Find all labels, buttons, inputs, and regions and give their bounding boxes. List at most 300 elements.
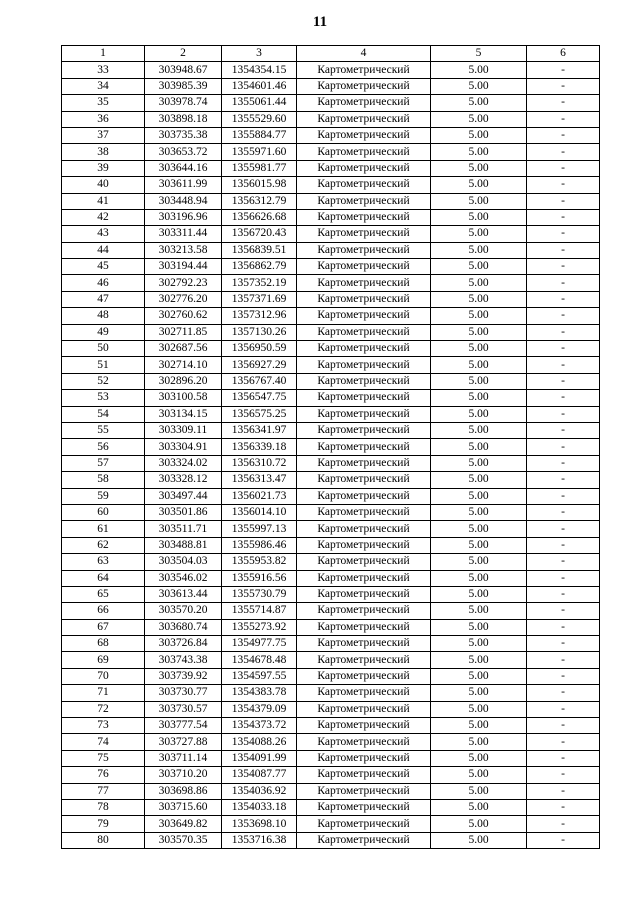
x-coordinate-cell: 303726.84 bbox=[145, 636, 222, 652]
table-row bbox=[62, 554, 600, 570]
method-cell: Картометрический bbox=[297, 750, 431, 766]
y-coordinate-cell: 1356950.59 bbox=[222, 341, 297, 357]
point-number-cell: 65 bbox=[62, 586, 145, 602]
point-number-cell: 53 bbox=[62, 390, 145, 406]
accuracy-cell: 5.00 bbox=[431, 472, 527, 488]
table-row bbox=[62, 799, 600, 815]
accuracy-cell: 5.00 bbox=[431, 783, 527, 799]
note-cell: - bbox=[527, 832, 600, 848]
y-coordinate-cell: 1356547.75 bbox=[222, 390, 297, 406]
method-cell: Картометрический bbox=[297, 308, 431, 324]
x-coordinate-cell: 303898.18 bbox=[145, 111, 222, 127]
method-cell: Картометрический bbox=[297, 652, 431, 668]
table-row bbox=[62, 406, 600, 422]
x-coordinate-cell: 302760.62 bbox=[145, 308, 222, 324]
method-cell: Картометрический bbox=[297, 275, 431, 291]
note-cell: - bbox=[527, 816, 600, 832]
method-cell: Картометрический bbox=[297, 78, 431, 94]
point-number-cell: 78 bbox=[62, 799, 145, 815]
accuracy-cell: 5.00 bbox=[431, 570, 527, 586]
y-coordinate-cell: 1355953.82 bbox=[222, 554, 297, 570]
method-cell: Картометрический bbox=[297, 193, 431, 209]
x-coordinate-cell: 303504.03 bbox=[145, 554, 222, 570]
point-number-cell: 61 bbox=[62, 521, 145, 537]
y-coordinate-cell: 1354601.46 bbox=[222, 78, 297, 94]
point-number-cell: 77 bbox=[62, 783, 145, 799]
x-coordinate-cell: 303680.74 bbox=[145, 619, 222, 635]
accuracy-cell: 5.00 bbox=[431, 111, 527, 127]
table-row bbox=[62, 685, 600, 701]
table-header-row bbox=[62, 46, 600, 62]
table-row bbox=[62, 701, 600, 717]
note-cell: - bbox=[527, 406, 600, 422]
note-cell: - bbox=[527, 341, 600, 357]
y-coordinate-cell: 1355273.92 bbox=[222, 619, 297, 635]
x-coordinate-cell: 302776.20 bbox=[145, 291, 222, 307]
x-coordinate-cell: 303497.44 bbox=[145, 488, 222, 504]
x-coordinate-cell: 303570.20 bbox=[145, 603, 222, 619]
y-coordinate-cell: 1355971.60 bbox=[222, 144, 297, 160]
table-row bbox=[62, 78, 600, 94]
method-cell: Картометрический bbox=[297, 111, 431, 127]
point-number-cell: 49 bbox=[62, 324, 145, 340]
x-coordinate-cell: 303698.86 bbox=[145, 783, 222, 799]
note-cell: - bbox=[527, 62, 600, 78]
note-cell: - bbox=[527, 226, 600, 242]
table-row bbox=[62, 504, 600, 520]
x-coordinate-cell: 303711.14 bbox=[145, 750, 222, 766]
accuracy-cell: 5.00 bbox=[431, 373, 527, 389]
table-row bbox=[62, 390, 600, 406]
y-coordinate-cell: 1355986.46 bbox=[222, 537, 297, 553]
table-row bbox=[62, 439, 600, 455]
y-coordinate-cell: 1356575.25 bbox=[222, 406, 297, 422]
note-cell: - bbox=[527, 422, 600, 438]
x-coordinate-cell: 303196.96 bbox=[145, 209, 222, 225]
note-cell: - bbox=[527, 718, 600, 734]
table-row bbox=[62, 127, 600, 143]
point-number-cell: 44 bbox=[62, 242, 145, 258]
note-cell: - bbox=[527, 504, 600, 520]
point-number-cell: 76 bbox=[62, 767, 145, 783]
column-header: 3 bbox=[222, 46, 297, 62]
y-coordinate-cell: 1355981.77 bbox=[222, 160, 297, 176]
method-cell: Картометрический bbox=[297, 259, 431, 275]
point-number-cell: 48 bbox=[62, 308, 145, 324]
point-number-cell: 39 bbox=[62, 160, 145, 176]
point-number-cell: 42 bbox=[62, 209, 145, 225]
accuracy-cell: 5.00 bbox=[431, 62, 527, 78]
y-coordinate-cell: 1356312.79 bbox=[222, 193, 297, 209]
y-coordinate-cell: 1356310.72 bbox=[222, 455, 297, 471]
point-number-cell: 47 bbox=[62, 291, 145, 307]
y-coordinate-cell: 1355061.44 bbox=[222, 95, 297, 111]
point-number-cell: 79 bbox=[62, 816, 145, 832]
point-number-cell: 69 bbox=[62, 652, 145, 668]
accuracy-cell: 5.00 bbox=[431, 586, 527, 602]
note-cell: - bbox=[527, 767, 600, 783]
method-cell: Картометрический bbox=[297, 291, 431, 307]
y-coordinate-cell: 1355916.56 bbox=[222, 570, 297, 586]
method-cell: Картометрический bbox=[297, 668, 431, 684]
note-cell: - bbox=[527, 783, 600, 799]
accuracy-cell: 5.00 bbox=[431, 144, 527, 160]
table-row bbox=[62, 767, 600, 783]
x-coordinate-cell: 303613.44 bbox=[145, 586, 222, 602]
x-coordinate-cell: 302714.10 bbox=[145, 357, 222, 373]
y-coordinate-cell: 1355730.79 bbox=[222, 586, 297, 602]
table-row bbox=[62, 193, 600, 209]
point-number-cell: 57 bbox=[62, 455, 145, 471]
method-cell: Картометрический bbox=[297, 62, 431, 78]
note-cell: - bbox=[527, 668, 600, 684]
note-cell: - bbox=[527, 308, 600, 324]
table-row bbox=[62, 521, 600, 537]
point-number-cell: 43 bbox=[62, 226, 145, 242]
y-coordinate-cell: 1354033.18 bbox=[222, 799, 297, 815]
column-header: 2 bbox=[145, 46, 222, 62]
note-cell: - bbox=[527, 193, 600, 209]
accuracy-cell: 5.00 bbox=[431, 799, 527, 815]
x-coordinate-cell: 303213.58 bbox=[145, 242, 222, 258]
note-cell: - bbox=[527, 488, 600, 504]
accuracy-cell: 5.00 bbox=[431, 341, 527, 357]
point-number-cell: 38 bbox=[62, 144, 145, 160]
point-number-cell: 72 bbox=[62, 701, 145, 717]
point-number-cell: 51 bbox=[62, 357, 145, 373]
table-row bbox=[62, 226, 600, 242]
method-cell: Картометрический bbox=[297, 701, 431, 717]
x-coordinate-cell: 303730.57 bbox=[145, 701, 222, 717]
x-coordinate-cell: 303735.38 bbox=[145, 127, 222, 143]
table-row bbox=[62, 619, 600, 635]
x-coordinate-cell: 303309.11 bbox=[145, 422, 222, 438]
accuracy-cell: 5.00 bbox=[431, 193, 527, 209]
accuracy-cell: 5.00 bbox=[431, 209, 527, 225]
point-number-cell: 67 bbox=[62, 619, 145, 635]
note-cell: - bbox=[527, 390, 600, 406]
accuracy-cell: 5.00 bbox=[431, 275, 527, 291]
note-cell: - bbox=[527, 455, 600, 471]
point-number-cell: 36 bbox=[62, 111, 145, 127]
method-cell: Картометрический bbox=[297, 767, 431, 783]
method-cell: Картометрический bbox=[297, 160, 431, 176]
point-number-cell: 59 bbox=[62, 488, 145, 504]
x-coordinate-cell: 303985.39 bbox=[145, 78, 222, 94]
note-cell: - bbox=[527, 127, 600, 143]
note-cell: - bbox=[527, 209, 600, 225]
accuracy-cell: 5.00 bbox=[431, 177, 527, 193]
point-number-cell: 74 bbox=[62, 734, 145, 750]
point-number-cell: 62 bbox=[62, 537, 145, 553]
y-coordinate-cell: 1356341.97 bbox=[222, 422, 297, 438]
point-number-cell: 41 bbox=[62, 193, 145, 209]
y-coordinate-cell: 1356313.47 bbox=[222, 472, 297, 488]
y-coordinate-cell: 1354678.48 bbox=[222, 652, 297, 668]
method-cell: Картометрический bbox=[297, 718, 431, 734]
x-coordinate-cell: 303777.54 bbox=[145, 718, 222, 734]
point-number-cell: 54 bbox=[62, 406, 145, 422]
x-coordinate-cell: 303511.71 bbox=[145, 521, 222, 537]
table-row bbox=[62, 209, 600, 225]
point-number-cell: 66 bbox=[62, 603, 145, 619]
accuracy-cell: 5.00 bbox=[431, 685, 527, 701]
accuracy-cell: 5.00 bbox=[431, 767, 527, 783]
note-cell: - bbox=[527, 619, 600, 635]
accuracy-cell: 5.00 bbox=[431, 291, 527, 307]
method-cell: Картометрический bbox=[297, 521, 431, 537]
table-row bbox=[62, 144, 600, 160]
note-cell: - bbox=[527, 373, 600, 389]
accuracy-cell: 5.00 bbox=[431, 357, 527, 373]
y-coordinate-cell: 1354977.75 bbox=[222, 636, 297, 652]
method-cell: Картометрический bbox=[297, 209, 431, 225]
x-coordinate-cell: 303715.60 bbox=[145, 799, 222, 815]
accuracy-cell: 5.00 bbox=[431, 701, 527, 717]
point-number-cell: 75 bbox=[62, 750, 145, 766]
table-row bbox=[62, 242, 600, 258]
accuracy-cell: 5.00 bbox=[431, 652, 527, 668]
method-cell: Картометрический bbox=[297, 341, 431, 357]
table-row bbox=[62, 570, 600, 586]
accuracy-cell: 5.00 bbox=[431, 455, 527, 471]
y-coordinate-cell: 1356015.98 bbox=[222, 177, 297, 193]
method-cell: Картометрический bbox=[297, 390, 431, 406]
x-coordinate-cell: 302687.56 bbox=[145, 341, 222, 357]
point-number-cell: 80 bbox=[62, 832, 145, 848]
x-coordinate-cell: 303653.72 bbox=[145, 144, 222, 160]
method-cell: Картометрический bbox=[297, 242, 431, 258]
note-cell: - bbox=[527, 275, 600, 291]
accuracy-cell: 5.00 bbox=[431, 422, 527, 438]
x-coordinate-cell: 303546.02 bbox=[145, 570, 222, 586]
table-row bbox=[62, 537, 600, 553]
method-cell: Картометрический bbox=[297, 324, 431, 340]
table-row bbox=[62, 636, 600, 652]
accuracy-cell: 5.00 bbox=[431, 537, 527, 553]
accuracy-cell: 5.00 bbox=[431, 718, 527, 734]
table-row bbox=[62, 95, 600, 111]
method-cell: Картометрический bbox=[297, 488, 431, 504]
x-coordinate-cell: 303611.99 bbox=[145, 177, 222, 193]
x-coordinate-cell: 303328.12 bbox=[145, 472, 222, 488]
y-coordinate-cell: 1353716.38 bbox=[222, 832, 297, 848]
note-cell: - bbox=[527, 177, 600, 193]
table-row bbox=[62, 308, 600, 324]
x-coordinate-cell: 303134.15 bbox=[145, 406, 222, 422]
x-coordinate-cell: 303743.38 bbox=[145, 652, 222, 668]
point-number-cell: 73 bbox=[62, 718, 145, 734]
accuracy-cell: 5.00 bbox=[431, 324, 527, 340]
column-header: 5 bbox=[431, 46, 527, 62]
point-number-cell: 50 bbox=[62, 341, 145, 357]
accuracy-cell: 5.00 bbox=[431, 636, 527, 652]
x-coordinate-cell: 303100.58 bbox=[145, 390, 222, 406]
method-cell: Картометрический bbox=[297, 373, 431, 389]
y-coordinate-cell: 1357312.96 bbox=[222, 308, 297, 324]
table-row bbox=[62, 177, 600, 193]
page-number: 11 bbox=[312, 14, 328, 30]
method-cell: Картометрический bbox=[297, 570, 431, 586]
note-cell: - bbox=[527, 570, 600, 586]
x-coordinate-cell: 303730.77 bbox=[145, 685, 222, 701]
note-cell: - bbox=[527, 291, 600, 307]
accuracy-cell: 5.00 bbox=[431, 226, 527, 242]
table-row bbox=[62, 275, 600, 291]
point-number-cell: 58 bbox=[62, 472, 145, 488]
y-coordinate-cell: 1355997.13 bbox=[222, 521, 297, 537]
table-row bbox=[62, 324, 600, 340]
accuracy-cell: 5.00 bbox=[431, 78, 527, 94]
y-coordinate-cell: 1355714.87 bbox=[222, 603, 297, 619]
note-cell: - bbox=[527, 521, 600, 537]
y-coordinate-cell: 1354597.55 bbox=[222, 668, 297, 684]
note-cell: - bbox=[527, 160, 600, 176]
table-row bbox=[62, 652, 600, 668]
point-number-cell: 56 bbox=[62, 439, 145, 455]
accuracy-cell: 5.00 bbox=[431, 127, 527, 143]
method-cell: Картометрический bbox=[297, 95, 431, 111]
accuracy-cell: 5.00 bbox=[431, 95, 527, 111]
y-coordinate-cell: 1353698.10 bbox=[222, 816, 297, 832]
note-cell: - bbox=[527, 472, 600, 488]
table-row bbox=[62, 373, 600, 389]
table-body bbox=[62, 62, 600, 849]
accuracy-cell: 5.00 bbox=[431, 504, 527, 520]
method-cell: Картометрический bbox=[297, 455, 431, 471]
method-cell: Картометрический bbox=[297, 226, 431, 242]
note-cell: - bbox=[527, 636, 600, 652]
accuracy-cell: 5.00 bbox=[431, 816, 527, 832]
y-coordinate-cell: 1355529.60 bbox=[222, 111, 297, 127]
y-coordinate-cell: 1354379.09 bbox=[222, 701, 297, 717]
method-cell: Картометрический bbox=[297, 586, 431, 602]
method-cell: Картометрический bbox=[297, 357, 431, 373]
coordinates-table bbox=[61, 45, 600, 849]
x-coordinate-cell: 302792.23 bbox=[145, 275, 222, 291]
accuracy-cell: 5.00 bbox=[431, 439, 527, 455]
note-cell: - bbox=[527, 439, 600, 455]
method-cell: Картометрический bbox=[297, 603, 431, 619]
x-coordinate-cell: 303324.02 bbox=[145, 455, 222, 471]
point-number-cell: 60 bbox=[62, 504, 145, 520]
method-cell: Картометрический bbox=[297, 177, 431, 193]
y-coordinate-cell: 1354383.78 bbox=[222, 685, 297, 701]
accuracy-cell: 5.00 bbox=[431, 242, 527, 258]
y-coordinate-cell: 1356927.29 bbox=[222, 357, 297, 373]
point-number-cell: 52 bbox=[62, 373, 145, 389]
x-coordinate-cell: 303304.91 bbox=[145, 439, 222, 455]
note-cell: - bbox=[527, 799, 600, 815]
accuracy-cell: 5.00 bbox=[431, 308, 527, 324]
method-cell: Картометрический bbox=[297, 504, 431, 520]
x-coordinate-cell: 303311.44 bbox=[145, 226, 222, 242]
method-cell: Картометрический bbox=[297, 439, 431, 455]
point-number-cell: 35 bbox=[62, 95, 145, 111]
accuracy-cell: 5.00 bbox=[431, 521, 527, 537]
y-coordinate-cell: 1357352.19 bbox=[222, 275, 297, 291]
note-cell: - bbox=[527, 750, 600, 766]
note-cell: - bbox=[527, 95, 600, 111]
point-number-cell: 63 bbox=[62, 554, 145, 570]
note-cell: - bbox=[527, 242, 600, 258]
method-cell: Картометрический bbox=[297, 472, 431, 488]
y-coordinate-cell: 1354091.99 bbox=[222, 750, 297, 766]
x-coordinate-cell: 303948.67 bbox=[145, 62, 222, 78]
table-row bbox=[62, 259, 600, 275]
y-coordinate-cell: 1355884.77 bbox=[222, 127, 297, 143]
accuracy-cell: 5.00 bbox=[431, 603, 527, 619]
point-number-cell: 68 bbox=[62, 636, 145, 652]
table-row bbox=[62, 586, 600, 602]
y-coordinate-cell: 1354354.15 bbox=[222, 62, 297, 78]
note-cell: - bbox=[527, 554, 600, 570]
x-coordinate-cell: 303570.35 bbox=[145, 832, 222, 848]
accuracy-cell: 5.00 bbox=[431, 734, 527, 750]
note-cell: - bbox=[527, 701, 600, 717]
y-coordinate-cell: 1356021.73 bbox=[222, 488, 297, 504]
x-coordinate-cell: 302896.20 bbox=[145, 373, 222, 389]
x-coordinate-cell: 303978.74 bbox=[145, 95, 222, 111]
table-row bbox=[62, 341, 600, 357]
y-coordinate-cell: 1356862.79 bbox=[222, 259, 297, 275]
note-cell: - bbox=[527, 685, 600, 701]
table-row bbox=[62, 718, 600, 734]
y-coordinate-cell: 1356839.51 bbox=[222, 242, 297, 258]
method-cell: Картометрический bbox=[297, 799, 431, 815]
y-coordinate-cell: 1356767.40 bbox=[222, 373, 297, 389]
point-number-cell: 46 bbox=[62, 275, 145, 291]
table-row bbox=[62, 455, 600, 471]
y-coordinate-cell: 1354088.26 bbox=[222, 734, 297, 750]
table-row bbox=[62, 291, 600, 307]
method-cell: Картометрический bbox=[297, 619, 431, 635]
note-cell: - bbox=[527, 734, 600, 750]
method-cell: Картометрический bbox=[297, 554, 431, 570]
note-cell: - bbox=[527, 324, 600, 340]
point-number-cell: 45 bbox=[62, 259, 145, 275]
accuracy-cell: 5.00 bbox=[431, 390, 527, 406]
point-number-cell: 37 bbox=[62, 127, 145, 143]
table-row bbox=[62, 816, 600, 832]
accuracy-cell: 5.00 bbox=[431, 259, 527, 275]
method-cell: Картометрический bbox=[297, 816, 431, 832]
y-coordinate-cell: 1356339.18 bbox=[222, 439, 297, 455]
x-coordinate-cell: 303727.88 bbox=[145, 734, 222, 750]
table-row bbox=[62, 62, 600, 78]
accuracy-cell: 5.00 bbox=[431, 406, 527, 422]
accuracy-cell: 5.00 bbox=[431, 832, 527, 848]
y-coordinate-cell: 1357371.69 bbox=[222, 291, 297, 307]
method-cell: Картометрический bbox=[297, 636, 431, 652]
table-row bbox=[62, 603, 600, 619]
y-coordinate-cell: 1356626.68 bbox=[222, 209, 297, 225]
point-number-cell: 33 bbox=[62, 62, 145, 78]
accuracy-cell: 5.00 bbox=[431, 160, 527, 176]
method-cell: Картометрический bbox=[297, 406, 431, 422]
x-coordinate-cell: 303739.92 bbox=[145, 668, 222, 684]
x-coordinate-cell: 302711.85 bbox=[145, 324, 222, 340]
method-cell: Картометрический bbox=[297, 783, 431, 799]
y-coordinate-cell: 1354036.92 bbox=[222, 783, 297, 799]
accuracy-cell: 5.00 bbox=[431, 619, 527, 635]
note-cell: - bbox=[527, 537, 600, 553]
y-coordinate-cell: 1356014.10 bbox=[222, 504, 297, 520]
point-number-cell: 64 bbox=[62, 570, 145, 586]
table-row bbox=[62, 160, 600, 176]
table-row bbox=[62, 750, 600, 766]
table-row bbox=[62, 832, 600, 848]
